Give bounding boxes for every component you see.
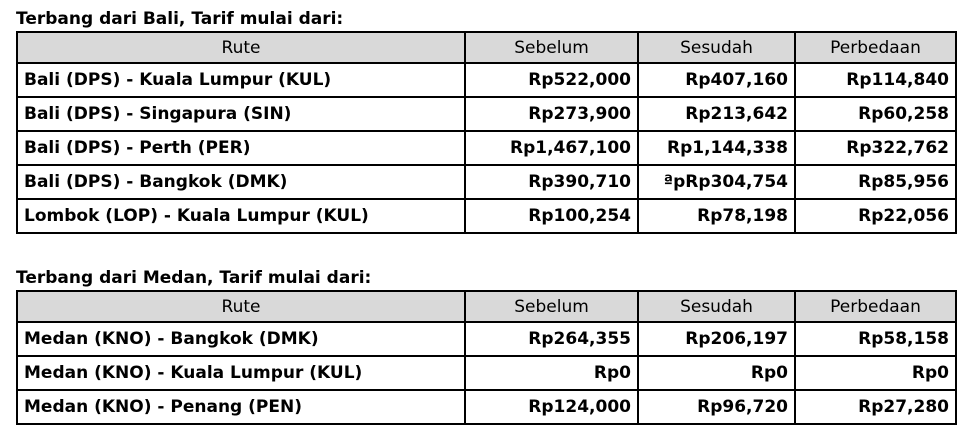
section-title-medan: Terbang dari Medan, Tarif mulai dari: xyxy=(16,268,372,288)
route-cell: Bali (DPS) - Kuala Lumpur (KUL) xyxy=(17,63,465,97)
table-row xyxy=(17,97,956,131)
route-cell: Medan (KNO) - Kuala Lumpur (KUL) xyxy=(17,356,465,390)
column-header-route: Rute xyxy=(17,32,465,63)
price-difference-cell: Rp27,280 xyxy=(795,390,956,424)
price-after-cell: Rp206,197 xyxy=(638,322,795,356)
price-difference-cell: Rp22,056 xyxy=(795,199,956,233)
table-header-row xyxy=(17,291,956,322)
price-difference-cell: Rp58,158 xyxy=(795,322,956,356)
price-after-cell: Rp0 xyxy=(638,356,795,390)
price-after-cell: Rp213,642 xyxy=(638,97,795,131)
price-after-cell: Rp407,160 xyxy=(638,63,795,97)
price-difference-cell: Rp322,762 xyxy=(795,131,956,165)
price-before-cell: Rp273,900 xyxy=(465,97,638,131)
table-header-row xyxy=(17,32,956,63)
price-before-cell: Rp124,000 xyxy=(465,390,638,424)
column-header-difference: Perbedaan xyxy=(795,32,956,63)
table-row xyxy=(17,390,956,424)
column-header-before: Sebelum xyxy=(465,32,638,63)
price-before-cell: Rp522,000 xyxy=(465,63,638,97)
fare-table-medan xyxy=(16,290,957,425)
column-header-after: Sesudah xyxy=(638,291,795,322)
price-after-cell: Rp1,144,338 xyxy=(638,131,795,165)
price-after-cell: Rp78,198 xyxy=(638,199,795,233)
price-before-cell: Rp1,467,100 xyxy=(465,131,638,165)
price-difference-cell: Rp60,258 xyxy=(795,97,956,131)
route-cell: Medan (KNO) - Bangkok (DMK) xyxy=(17,322,465,356)
price-after-cell: Rp96,720 xyxy=(638,390,795,424)
table-row xyxy=(17,356,956,390)
table-row xyxy=(17,322,956,356)
table-row xyxy=(17,165,956,199)
table-row xyxy=(17,63,956,97)
price-difference-cell: Rp114,840 xyxy=(795,63,956,97)
table-row xyxy=(17,199,956,233)
column-header-before: Sebelum xyxy=(465,291,638,322)
column-header-after: Sesudah xyxy=(638,32,795,63)
price-before-cell: Rp0 xyxy=(465,356,638,390)
price-before-cell: Rp264,355 xyxy=(465,322,638,356)
route-cell: Bali (DPS) - Singapura (SIN) xyxy=(17,97,465,131)
section-title-bali: Terbang dari Bali, Tarif mulai dari: xyxy=(16,9,344,29)
route-cell: Medan (KNO) - Penang (PEN) xyxy=(17,390,465,424)
price-before-cell: Rp100,254 xyxy=(465,199,638,233)
column-header-route: Rute xyxy=(17,291,465,322)
price-before-cell: Rp390,710 xyxy=(465,165,638,199)
route-cell: Bali (DPS) - Perth (PER) xyxy=(17,131,465,165)
price-difference-cell: Rp0 xyxy=(795,356,956,390)
route-cell: Lombok (LOP) - Kuala Lumpur (KUL) xyxy=(17,199,465,233)
column-header-difference: Perbedaan xyxy=(795,291,956,322)
route-cell: Bali (DPS) - Bangkok (DMK) xyxy=(17,165,465,199)
table-row xyxy=(17,131,956,165)
price-difference-cell: Rp85,956 xyxy=(795,165,956,199)
price-after-cell: ªpRp304,754 xyxy=(638,165,795,199)
fare-table-bali xyxy=(16,31,957,234)
